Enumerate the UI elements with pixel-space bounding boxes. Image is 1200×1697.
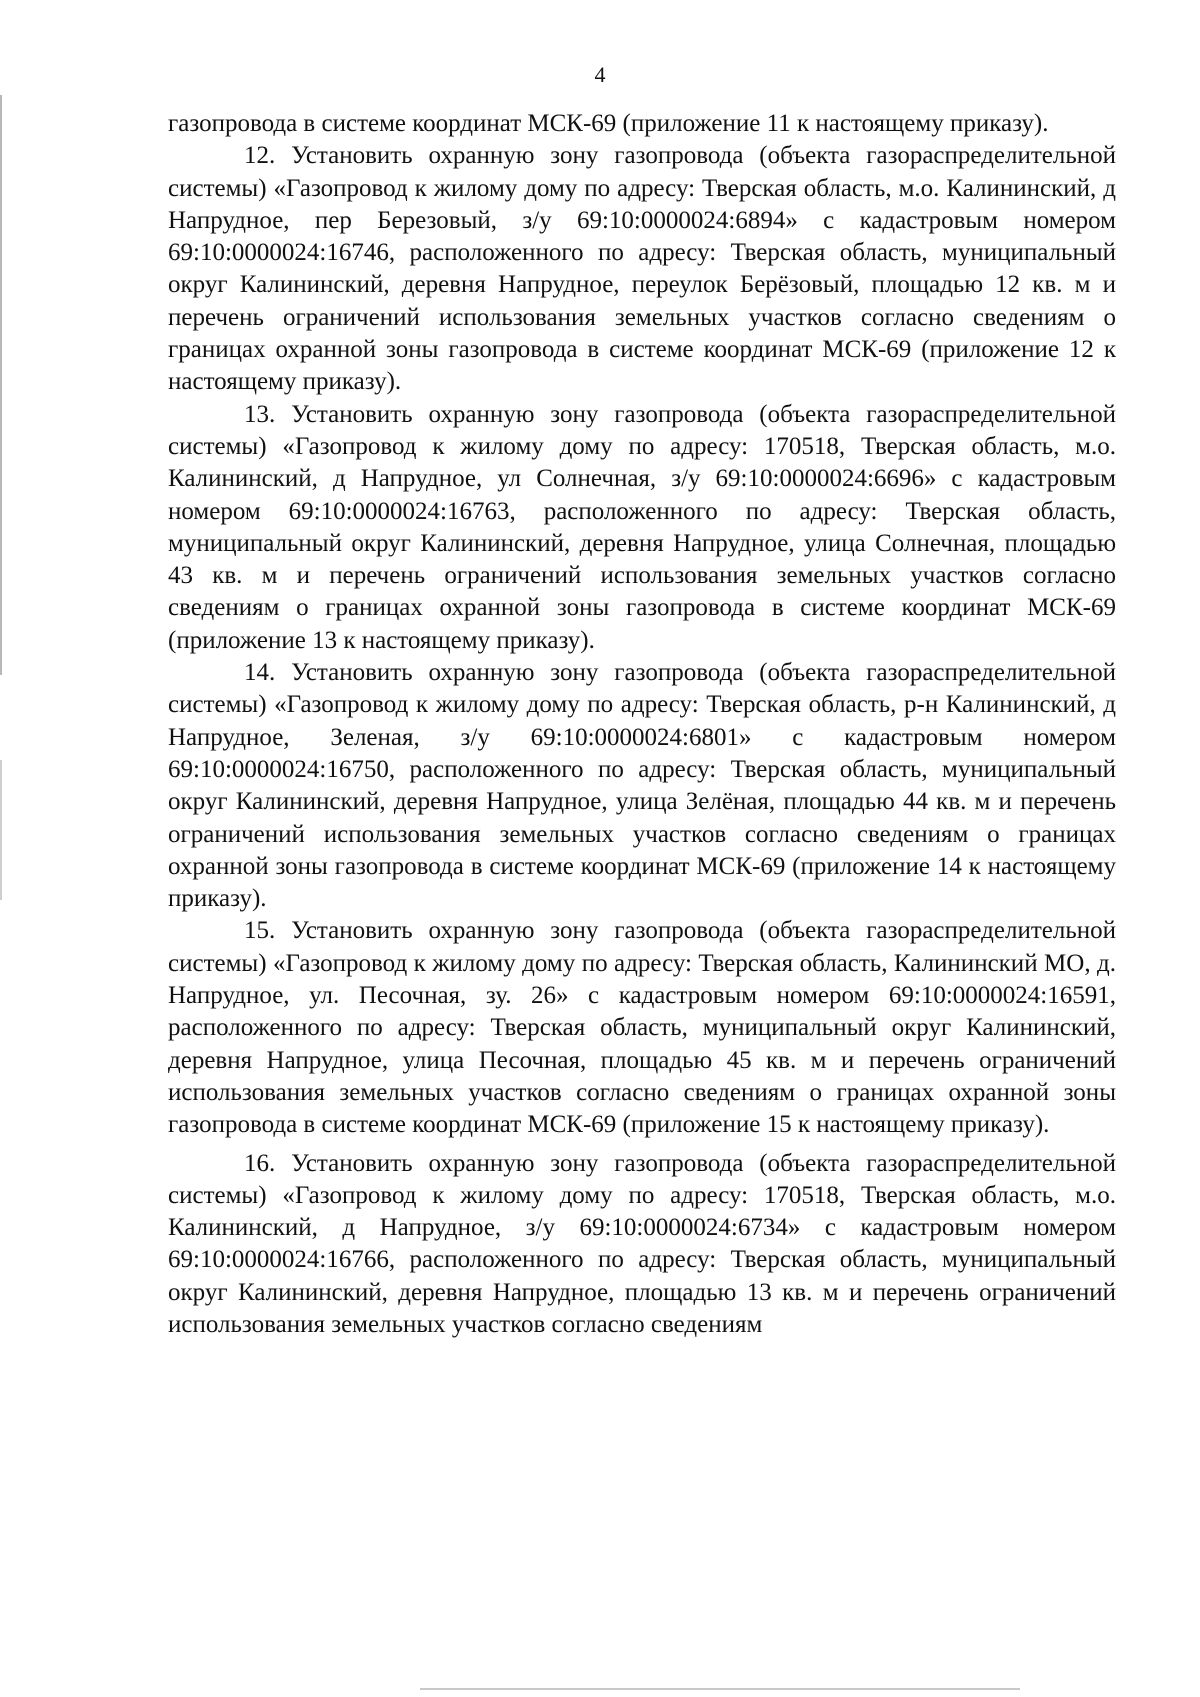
document-body — [168, 108, 1116, 1341]
scan-bottom-mark — [420, 1688, 1020, 1690]
paragraph-item-14: 14. Установить охранную зону газопровода (объекта газораспределительной системы) «Газопровод к жилому дому по адресу: Тверская область, р-н Калининский, д Напрудное, Зеленая, з/у 69:10:0000024:6801» с кадастровым номером 69:10:0000024:16750, расположенного по адресу: Тверская область, муниципальный округ Калининский, деревня Напрудное, улица Зелёная, площадью 44 кв. м и перечень ограничений использования земельных участков согласно сведениям о границах охранной зоны газопровода в системе координат МСК-69 (приложение 14 к настоящему приказу). — [168, 659, 1116, 913]
scan-edge-mark — [0, 95, 2, 675]
paragraph-item-16: 16. Установить охранную зону газопровода (объекта газораспределительной системы) «Газопровод к жилому дому по адресу: 170518, Тверская область, м.о. Калининский, д Напрудное, з/у 69:10:0000024:6734» с кадастровым номером 69:10:0000024:16766, расположенного по адресу: Тверская область, муниципальный округ Калининский, деревня Напрудное, площадью 13 кв. м и перечень ограничений использования земельных участков согласно сведениям — [168, 1149, 1116, 1338]
paragraph-item-12: 12. Установить охранную зону газопровода (объекта газораспределительной системы) «Газопровод к жилому дому по адресу: Тверская область, м.о. Калининский, д Напрудное, пер Березовый, з/у 69:10:0000024:6894» с кадастровым номером 69:10:0000024:16746, расположенного по адресу: Тверская область, муниципальный округ Калининский, деревня Напрудное, переулок Берёзовый, площадью 12 кв. м и перечень ограничений использования земельных участков согласно сведениям о границах охранной зоны газопровода в системе координат МСК-69 (приложение 12 к настоящему приказу). — [168, 142, 1116, 396]
paragraph-item-13: 13. Установить охранную зону газопровода (объекта газораспределительной системы) «Газопровод к жилому дому по адресу: 170518, Тверская область, м.о. Калининский, д Напрудное, ул Солнечная, з/у 69:10:0000024:6696» с кадастровым номером 69:10:0000024:16763, расположенного по адресу: Тверская область, муниципальный округ Калининский, деревня Напрудное, улица Солнечная, площадью 43 кв. м и перечень ограничений использования земельных участков согласно сведениям о границах охранной зоны газопровода в системе координат МСК-69 (приложение 13 к настоящему приказу). — [168, 400, 1116, 654]
paragraph-item-15: 15. Установить охранную зону газопровода (объекта газораспределительной системы) «Газопровод к жилому дому по адресу: Тверская область, Калининский МО, д. Напрудное, ул. Песочная, зу. 26» с кадастровым номером 69:10:0000024:16591, расположенного по адресу: Тверская область, муниципальный округ Калининский, деревня Напрудное, улица Песочная, площадью 45 кв. м и перечень ограничений использования земельных участков согласно сведениям о границах охранной зоны газопровода в системе координат МСК-69 (приложение 15 к настоящему приказу). — [168, 917, 1116, 1139]
scan-edge-mark — [0, 760, 2, 900]
paragraph-continuation: газопровода в системе координат МСК-69 (приложение 11 к настоящему приказу). — [168, 110, 1049, 137]
page-number: 4 — [594, 62, 606, 87]
